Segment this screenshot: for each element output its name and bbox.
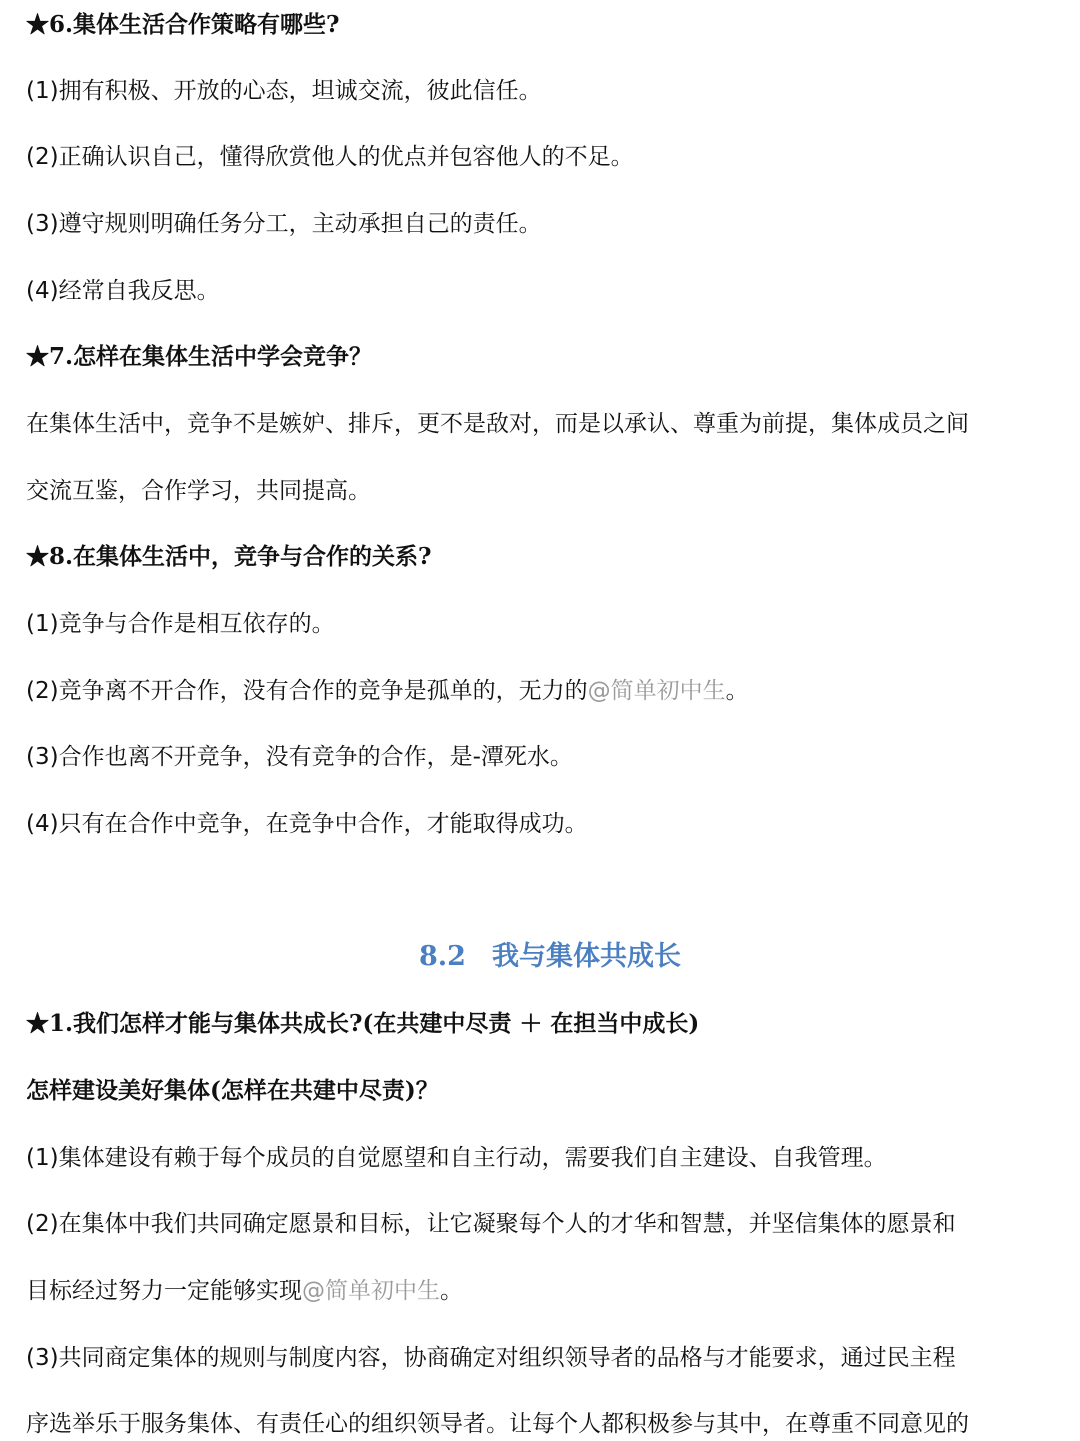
section-subheading: 怎样建设美好集体(怎样在共建中尽责)？ (26, 1077, 439, 1104)
question-8-item-2-text: (2)竞争离不开合作，没有合作的竞争是孤单的，无力的 (26, 678, 588, 704)
section-item-2-line-2 (26, 1274, 1074, 1308)
question-8-item-4: (4)只有在合作中竞争，在竞争中合作，才能取得成功。 (26, 811, 588, 837)
corner-watermark-logo (0, 1421, 150, 1439)
section-item-3-line-1: (3)共同商定集体的规则与制度内容，协商确定对组织领导者的品格与才能要求，通过民主程 (26, 1345, 956, 1371)
section-question-1-heading: ★1.我们怎样才能与集体共成长?(在共建中尽责 ＋ 在担当中成长) (26, 1010, 700, 1037)
section-title (0, 937, 1080, 977)
question-7-heading: ★7.怎样在集体生活中学会竞争？ (26, 343, 373, 370)
section-item-3-line-2: 序选举乐于服务集体、有责任心的组织领导者。让每个人都积极参与其中，在尊重不同意见的 (26, 1411, 969, 1437)
question-7-paragraph-line-1: 在集体生活中，竞争不是嫉妒、排斥，更不是敌对，而是以承认、尊重为前提，集体成员之间 (26, 411, 969, 437)
question-8-item-2-end: 。 (725, 678, 749, 704)
question-8-heading: ★8.在集体生活中，竞争与合作的关系? (26, 543, 432, 570)
question-8-item-1: (1)竞争与合作是相互依存的。 (26, 611, 335, 637)
section-number: 8.2 (419, 941, 466, 972)
watermark-text: @简单初中生 (587, 678, 726, 704)
question-6-item-1: (1)拥有积极、开放的心态，坦诚交流，彼此信任。 (26, 78, 542, 104)
section-item-2-end: 。 (440, 1278, 463, 1304)
question-6-item-4: (4)经常自我反思。 (26, 278, 220, 304)
question-6-heading: ★6.集体生活合作策略有哪些? (26, 11, 340, 38)
question-8-item-3: (3)合作也离不开竞争，没有竞争的合作，是-潭死水。 (26, 744, 573, 770)
section-item-2-line-1: (2)在集体中我们共同确定愿景和目标，让它凝聚每个人的才华和智慧，并坚信集体的愿景和 (26, 1211, 956, 1237)
question-6-item-2: (2)正确认识自己，懂得欣赏他人的优点并包容他人的不足。 (26, 144, 634, 170)
section-name: 我与集体共成长 (491, 941, 681, 972)
question-8-item-2 (26, 674, 1074, 708)
question-6-item-3: (3)遵守规则明确任务分工，主动承担自己的责任。 (26, 211, 542, 237)
section-item-2-line-2-text: 目标经过努力一定能够实现 (26, 1278, 302, 1304)
watermark-text: @简单初中生 (302, 1278, 440, 1304)
section-item-1: (1)集体建设有赖于每个成员的自觉愿望和自主行动，需要我们自主建设、自我管理。 (26, 1145, 887, 1171)
question-7-paragraph-line-2: 交流互鉴，合作学习，共同提高。 (26, 478, 371, 504)
